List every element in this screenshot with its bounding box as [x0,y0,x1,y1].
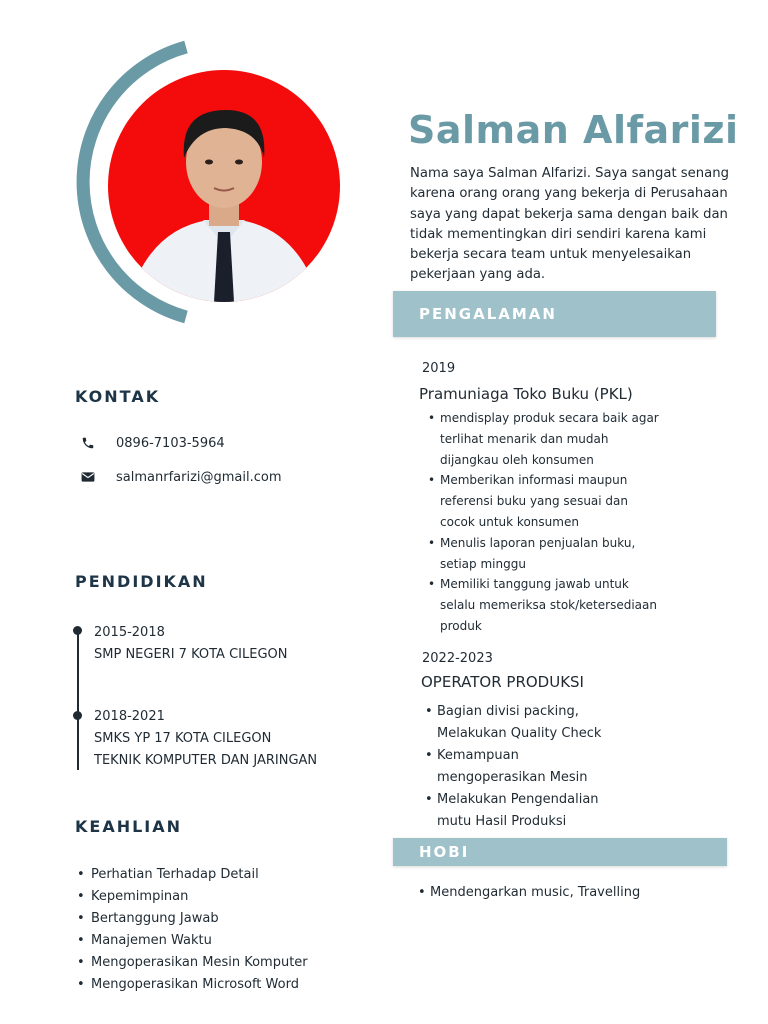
skill-item: • Kepemimpinan [77,886,308,908]
experience-bullet: • Menulis laporan penjualan buku, setiap minggu [422,533,702,575]
contact-heading: KONTAK [75,387,161,406]
experience-bullet: • Memberikan informasi maupun referensi buku yang sesuai dan cocok untuk konsumen [422,470,702,532]
skill-item: • Bertanggung Jawab [77,908,308,930]
person-illustration [108,70,340,302]
experience-bullet: • mendisplay produk secara baik agar terlihat menarik dan mudah dijangkau oleh konsumen [422,408,702,470]
experience-bullet: • Kemampuan mengoperasikan Mesin [421,745,701,789]
experience-bullet: • Memiliki tanggung jawab untuk selalu memeriksa stok/ketersediaan produk [422,574,702,636]
experience-bullet: • Melakukan Pengendalian mutu Hasil Produksi [421,789,701,833]
hobbies-heading: HOBI [419,843,470,861]
skill-item: • Perhatian Terhadap Detail [77,864,308,886]
hobby-item: • Mendengarkan music, Travelling [414,882,714,904]
phone-icon [80,435,96,451]
education-heading: PENDIDIKAN [75,572,208,591]
profile-photo-block [38,40,308,325]
experience-year: 2019 [422,361,456,376]
profile-summary: Nama saya Salman Alfarizi. Saya sangat senang karena orang orang yang bekerja di Perusahaan saya yang dapat bekerja sama dengan baik dan tidak mementingkan diri sendiri karena kami bekerja secara team untuk menyelesaikan pekerjaan yang ada. [410,166,729,283]
education-major: TEKNIK KOMPUTER DAN JARINGAN [94,753,318,768]
experience-heading: PENGALAMAN [419,305,557,323]
skill-item: • Manajemen Waktu [77,930,308,952]
experience-title: OPERATOR PRODUKSI [421,673,584,691]
profile-name: Salman Alfarizi [408,108,739,152]
envelope-icon [80,469,96,485]
skill-item: • Mengoperasikan Mesin Komputer [77,952,308,974]
skills-list [77,864,308,996]
hobbies-list [414,882,714,904]
experience-year: 2022-2023 [422,651,493,666]
experience-bullets [422,408,702,637]
education-years: 2018-2021 [94,709,165,724]
experience-banner [393,291,716,337]
education-item [94,622,287,666]
education-years: 2015-2018 [94,625,165,640]
contact-email[interactable]: salmanrfarizi@gmail.com [116,469,282,485]
skill-item: • Mengoperasikan Microsoft Word [77,974,308,996]
hobbies-banner [393,838,727,866]
timeline-dot [73,711,82,720]
contact-email-row [80,469,282,485]
education-item [94,706,317,772]
experience-bullet: • Bagian divisi packing, Melakukan Quality Check [421,701,701,745]
timeline-dot [73,626,82,635]
contact-phone-row [80,435,225,451]
education-timeline [77,630,79,770]
education-school: SMP NEGERI 7 KOTA CILEGON [94,647,288,662]
experience-bullets [421,701,701,833]
education-school: SMKS YP 17 KOTA CILEGON [94,731,272,746]
contact-phone[interactable]: 0896-7103-5964 [116,435,225,451]
skills-heading: KEAHLIAN [75,817,183,836]
experience-title: Pramuniaga Toko Buku (PKL) [419,385,633,403]
profile-photo [108,70,340,302]
